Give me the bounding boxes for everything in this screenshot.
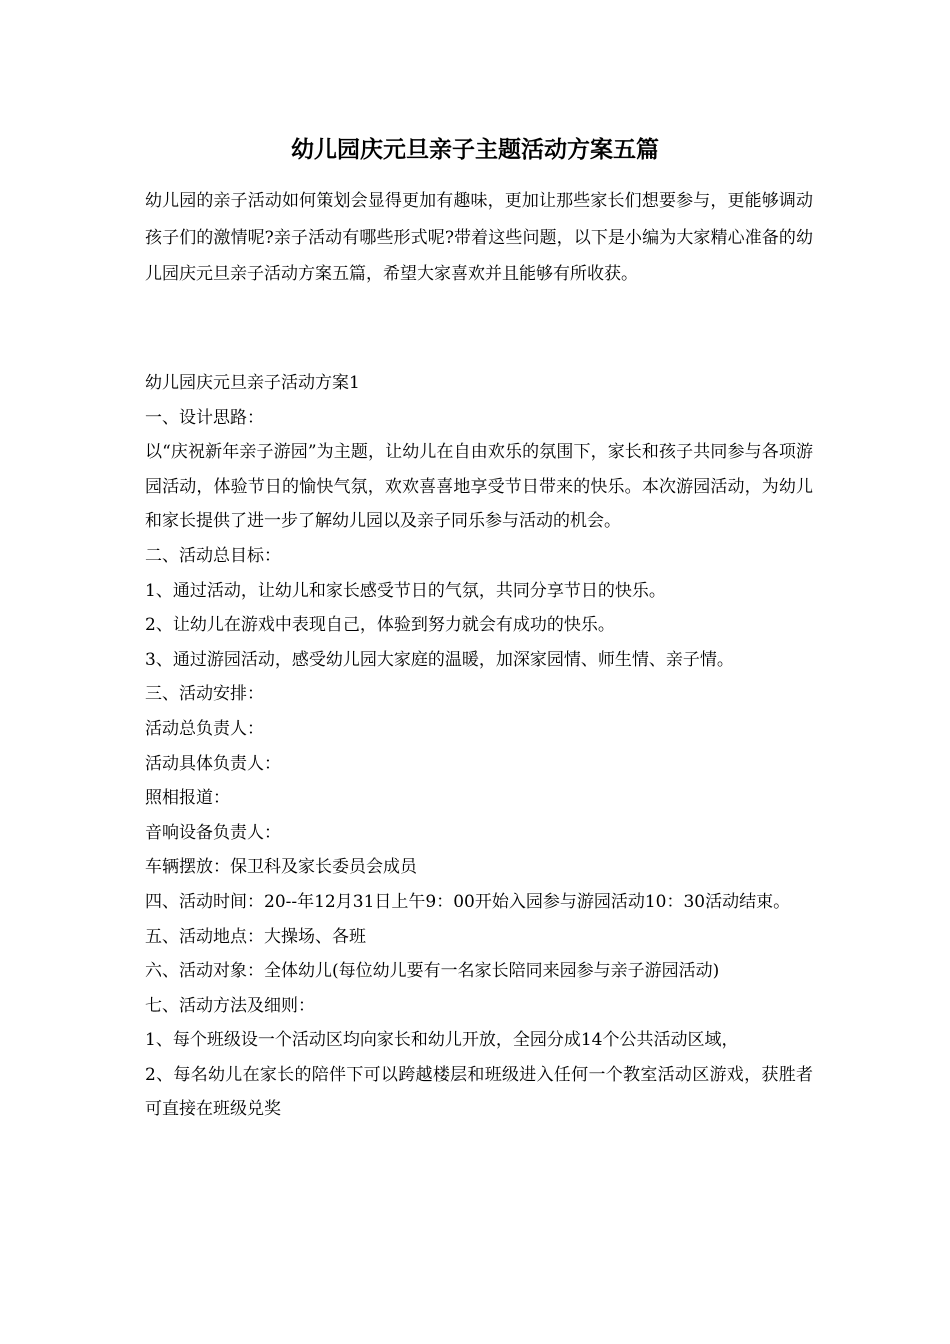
method-item-1: 1、每个班级设一个活动区均向家长和幼儿开放，全园分成14个公共活动区域， (145, 1030, 739, 1051)
goal-item-1: 1、通过活动，让幼儿和家长感受节日的气氛，共同分享节日的快乐。 (145, 580, 666, 601)
arrangement-audio: 音响设备负责人： (145, 822, 281, 843)
paragraph-design-idea: 以“庆祝新年亲子游园”为主题，让幼儿在自由欢乐的氛围下，家长和孩子共同参与各项游园活动，体验节日的愉快气氛，欢欢喜喜地享受节日带来的快乐。本次游园活动，为幼儿和家长提供了进一步了解幼儿园以及亲子同乐参与活动的机会。 (145, 442, 813, 532)
arrangement-photo: 照相报道： (145, 788, 230, 809)
goal-item-3: 3、通过游园活动，感受幼儿园大家庭的温暖，加深家园情、师生情、亲子情。 (145, 649, 734, 670)
arrangement-chief: 活动总负责人： (145, 718, 264, 739)
heading-overall-goal: 二、活动总目标： (145, 545, 281, 566)
heading-arrangement: 三、活动安排： (145, 684, 264, 705)
method-item-2: 2、每名幼儿在家长的陪伴下可以跨越楼层和班级进入任何一个教室活动区游戏，获胜者可直接在班级兑奖 (145, 1064, 813, 1120)
intro-paragraph: 幼儿园的亲子活动如何策划会显得更加有趣味，更加让那些家长们想要参与，更能够调动孩子们的激情呢?亲子活动有哪些形式呢?带着这些问题，以下是小编为大家精心准备的幼儿园庆元旦亲子活动方案五篇，希望大家喜欢并且能够有所收获。 (145, 191, 813, 284)
section-heading-plan-1: 幼儿园庆元旦亲子活动方案1 (145, 373, 360, 393)
document-body (145, 366, 813, 1127)
heading-methods: 七、活动方法及细则： (145, 995, 315, 1016)
activity-participants: 六、活动对象：全体幼儿(每位幼儿要有一名家长陪同来园参与亲子游园活动) (145, 961, 720, 982)
arrangement-vehicles: 车辆摆放：保卫科及家长委员会成员 (145, 857, 417, 878)
document-title: 幼儿园庆元旦亲子主题活动方案五篇 (291, 136, 659, 163)
goal-item-2: 2、让幼儿在游戏中表现自己，体验到努力就会有成功的快乐。 (145, 615, 615, 636)
heading-design-idea: 一、设计思路： (145, 407, 264, 428)
arrangement-specific: 活动具体负责人： (145, 753, 281, 774)
activity-location: 五、活动地点：大操场、各班 (145, 926, 366, 947)
activity-time: 四、活动时间：20--年12月31日上午9：00开始入园参与游园活动10：30活动结束。 (145, 891, 791, 912)
